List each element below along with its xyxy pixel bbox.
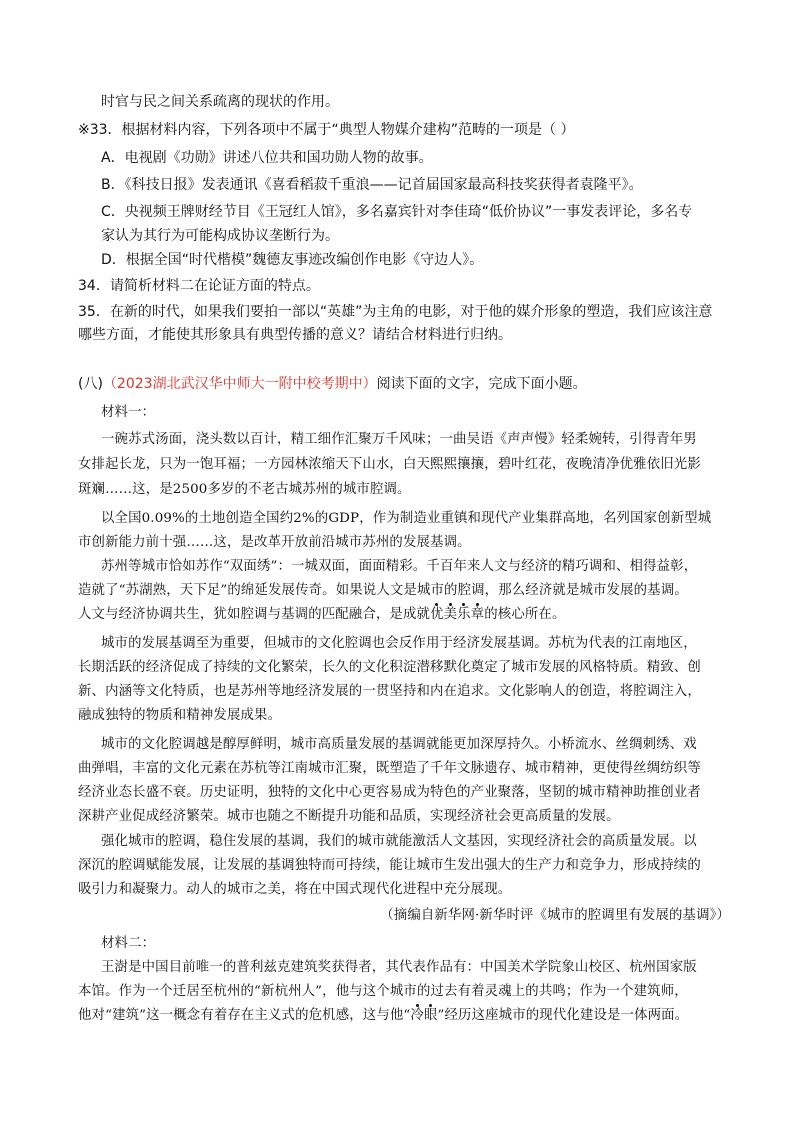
paragraph-line: 城市的文化腔调越是醇厚鲜明，城市高质量发展的基调就能更加深厚持久。小桥流水、丝绸刺绣、戏 [101, 737, 697, 752]
citation: （摘编自新华网·新华时评《城市的腔调里有发展的基调》） [380, 908, 730, 923]
paragraph-line: 深沉的腔调赋能发展，让发展的基调独特而可持续，能让城市生发出强大的生产力和竞争力，形成持续的 [78, 858, 701, 873]
question-33-option-c-cont: 家认为其行为可能构成协议垄断行为。 [101, 228, 339, 244]
material-1-label: 材料一： [101, 405, 156, 420]
paragraph-line: 女排起长龙，只为一饱耳福；一方园林浓缩天下山水，白天熙熙攘攘，碧叶红花，夜晚清净优雅依旧光影 [78, 457, 701, 472]
paragraph-line: 长期活跃的经济促成了持续的文化繁荣，长久的文化积淀潜移默化奠定了城市发展的风格特质。精致、创 [78, 660, 701, 675]
question-32-tail: 时官与民之间关系疏离的现状的作用。 [101, 94, 339, 110]
section-number: (八) [78, 376, 103, 392]
paragraph-line: 城市的发展基调至为重要，但城市的文化腔调也会反作用于经济发展基调。苏杭为代表的江南地区， [101, 636, 697, 651]
material-2-label: 材料二： [101, 936, 156, 951]
question-34: 34．请简析材料二在论证方面的特点。 [78, 278, 320, 294]
question-33-option-c: C．央视频王牌财经节目《王冠红人馆》，多名嘉宾针对李佳琦“低价协议”一事发表评论，多名专 [101, 204, 693, 220]
paragraph-line: 以全国0.09%的土地创造全国约2%的GDP，作为制造业重镇和现代产业集群高地，名列国家创新型城 [101, 511, 712, 526]
paragraph-line: 融成独特的物质和精神发展成果。 [78, 708, 282, 723]
paragraph-line: 苏州等城市恰如苏作“双面绣”：一城双面，面面精彩。千百年来人文与经济的精巧调和、相得益彰， [101, 559, 698, 574]
section-instruction: 阅读下面的文字，完成下面小题。 [376, 376, 587, 392]
question-33-option-a: A．电视剧《功勋》讲述八位共和国功勋人物的故事。 [101, 150, 433, 166]
paragraph-line: 造就了“苏湖熟，天下足”的绵延发展传奇。如果说人文是城市的腔调，那么经济就是城市发展的基调。 [78, 583, 688, 598]
question-33-stem: ※33．根据材料内容，下列各项中不属于“典型人物媒介建构”范畴的一项是（ ） [78, 122, 575, 138]
paragraph-line: 深耕产业促成经济繁荣。城市也随之不断提升功能和品质，实现经济社会更高质量的发展。 [78, 809, 620, 824]
paragraph-line: 经济业态长盛不衰。历史证明，独特的文化中心更容易成为特色的产业聚落，坚韧的城市精神助推创业者 [78, 785, 701, 800]
section-source: （2023湖北武汉华中师大一附中校考期中） [102, 376, 377, 392]
section-8-header [78, 374, 587, 394]
paragraph-line: 王澍是中国目前唯一的普利兹克建筑奖获得者，其代表作品有：中国美术学院象山校区、杭州国家版 [101, 960, 697, 975]
question-33-option-b: B．《科技日报》发表通讯《喜看稻菽千重浪——记首届国家最高科技奖获得者袁隆平》。 [101, 177, 643, 193]
paragraph-line: 人文与经济协调共生，犹如腔调与基调的匹配融合，是成就优美乐章的核心所在。 [78, 607, 566, 622]
paragraph-line: 斑斓……这，是2500多岁的不老古城苏州的城市腔调。 [78, 482, 411, 497]
emphasis-dotted-text: 冷眼 [410, 1008, 438, 1023]
paragraph-line: 吸引力和凝聚力。动人的城市之美，将在中国式现代化进程中充分展现。 [78, 882, 512, 897]
paragraph-line: 一碗苏式汤面，浇头数以百计，精工细作汇聚万千风味；一曲吴语《声声慢》轻柔婉转，引得青年男 [101, 432, 697, 447]
paragraph-line: 强化城市的腔调，稳住发展的基调，我们的城市就能激活人文基因，实现经济社会的高质量发展。以 [101, 834, 697, 849]
question-35-cont: 哪些方面，才能使其形象具有典型传播的意义？请结合材料进行归纳。 [78, 327, 512, 343]
paragraph-line: 本馆。作为一个迁居至杭州的“新杭州人”，他与这个城市的过去有着灵魂上的共鸣；作为一个建筑师， [78, 984, 688, 999]
emphasis-dotted-text: 优美乐章 [430, 607, 485, 622]
question-35: 35．在新的时代，如果我们要拍一部以“英雄”为主角的电影，对于他的媒介形象的塑造，我们应该注意 [78, 304, 713, 320]
question-33-option-d: D．根据全国“时代楷模”魏德友事迹改编创作电影《守边人》。 [101, 252, 484, 268]
paragraph-line: 新、内涵等文化特质，也是苏州等地经济发展的一贯坚持和内在追求。文化影响人的创造，将腔调注入， [78, 684, 701, 699]
paragraph-line: 曲弹唱，丰富的文化元素在苏杭等江南城市汇聚，既塑造了千年文脉遗存、城市精神，更使得丝绸纺织等 [78, 761, 701, 776]
paragraph-line: 市创新能力前十强……这，是改革开放前沿城市苏州的发展基调。 [78, 535, 471, 550]
paragraph-line: 他对“建筑”这一概念有着存在主义式的危机感，这与他“冷眼”经历这座城市的现代化建设是一体两面。 [78, 1008, 689, 1023]
